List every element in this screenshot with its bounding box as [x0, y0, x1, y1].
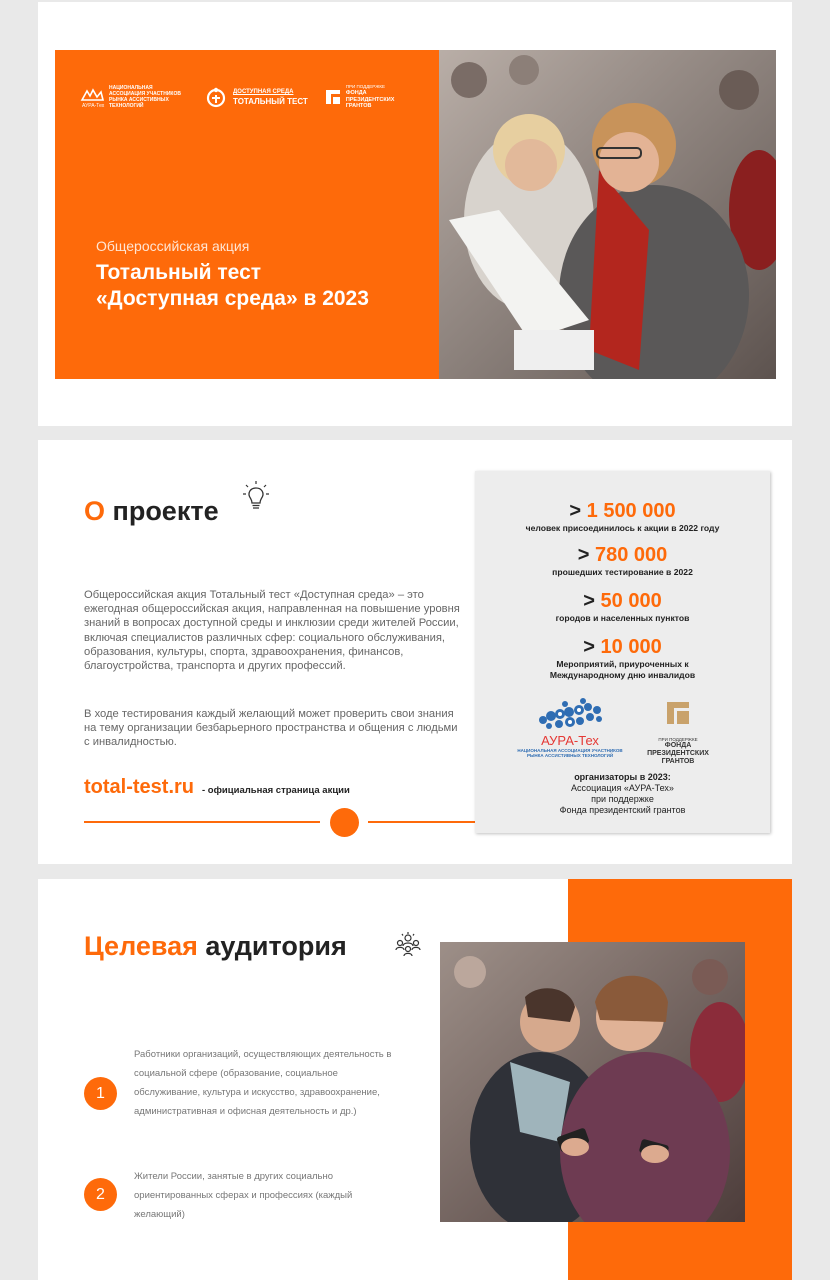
cover-title-line1: Тотальный тест — [96, 261, 262, 284]
item-number-badge: 2 — [84, 1178, 117, 1211]
audience-title — [84, 931, 347, 962]
fund-logo-text: ФОНДА ПРЕЗИДЕНТСКИХ ГРАНТОВ — [345, 90, 395, 109]
people-group-icon — [394, 931, 422, 957]
aura-logo — [79, 85, 187, 109]
site-row — [84, 776, 350, 799]
slide-cover — [38, 2, 792, 426]
cover-logos — [79, 84, 415, 110]
cover-photo — [439, 50, 776, 379]
stats-panel — [475, 471, 770, 833]
stat-label: человек присоединилось к акции в 2022 году — [525, 523, 720, 533]
aura-mark-icon — [79, 86, 105, 108]
organizers-block — [475, 772, 770, 816]
stat-item — [475, 543, 770, 578]
about-title-accent: О — [84, 496, 106, 526]
stat-item — [475, 499, 770, 534]
fund-grants-logo — [643, 700, 713, 766]
stat-value: > 1 500 000 — [569, 500, 676, 522]
slide-about — [38, 440, 792, 864]
aura-tech-subtitle: НАЦИОНАЛЬНАЯ АССОЦИАЦИЯ УЧАСТНИКОВ РЫНКА АССИСТИВНЫХ ТЕХНОЛОГИЙ — [517, 748, 623, 758]
cover-orange-panel — [55, 50, 439, 379]
cover-title-line2: «Доступная среда» в 2023 — [96, 287, 369, 310]
stat-label: прошедших тестирование в 2022 — [552, 567, 693, 577]
stat-item — [475, 589, 770, 624]
organizers-line: при поддержке — [591, 794, 654, 804]
russia-map-icon — [535, 696, 605, 734]
stat-label: городов и населенных пунктов — [555, 613, 690, 623]
aura-tech-logo — [515, 696, 625, 758]
audience-title-accent: Целевая — [84, 931, 198, 961]
lightbulb-icon — [242, 480, 270, 512]
stat-value: > 10 000 — [583, 636, 662, 658]
divider-left — [84, 821, 320, 823]
fund-text: ФОНДА ПРЕЗИДЕНТСКИХ ГРАНТОВ — [647, 742, 709, 765]
fund-logo-pre: ПРИ ПОДДЕРЖКЕ — [345, 84, 385, 89]
site-note: - официальная страница акции — [202, 785, 350, 796]
divider-dot — [330, 808, 359, 837]
stat-value: > 50 000 — [583, 590, 662, 612]
cover-title — [96, 260, 369, 312]
test-mark-icon — [203, 86, 229, 108]
stat-label: Мероприятий, приуроченных к Международному дню инвалидов — [549, 659, 696, 680]
organizers-line: Фонда президентский грантов — [559, 805, 686, 815]
stat-value: > 780 000 — [577, 544, 668, 566]
organizer-logos — [515, 696, 750, 766]
item-text: Работники организаций, осуществляющих деятельность в социальной сфере (образование, социальное обслуживание, культура и искусство, здравоохранение, административная и офисная деятельность и др.) — [134, 1049, 392, 1117]
audience-photo-icon — [439, 50, 776, 379]
about-paragraph-2: В ходе тестирования каждый желающий может проверить свои знания на тему организации безбарьерного пространства и общения с людьми с инвалидностью. — [84, 708, 458, 749]
about-title-rest: проекте — [105, 496, 219, 526]
fund-mark-icon — [324, 86, 342, 108]
audience-photo — [440, 942, 745, 1222]
aura-tech-name: АУРА-Тех — [541, 733, 599, 748]
item-number-badge: 1 — [84, 1077, 117, 1110]
test-logo-line2: ТОТАЛЬНЫЙ ТЕСТ — [233, 96, 308, 106]
women-with-phones-photo-icon — [440, 942, 745, 1222]
svg-text:АУРА-Тех: АУРА-Тех — [82, 102, 105, 108]
aura-logo-text: НАЦИОНАЛЬНАЯ АССОЦИАЦИЯ УЧАСТНИКОВ РЫНКА АССИСТИВНЫХ ТЕХНОЛОГИЙ — [109, 84, 181, 109]
item-text: Жители России, занятые в других социально ориентированных сферах и профессиях (каждый желающий) — [134, 1171, 353, 1220]
test-logo-line1: ДОСТУПНАЯ СРЕДА — [233, 88, 294, 95]
stat-item — [475, 635, 770, 681]
fund-mark-icon — [665, 700, 691, 726]
site-link[interactable]: total-test.ru — [84, 776, 194, 798]
about-title — [84, 496, 219, 527]
cover-subtitle: Общероссийская акция — [96, 238, 250, 254]
organizers-line: Ассоциация «АУРА-Тех» — [571, 783, 674, 793]
audience-title-rest: аудитория — [197, 931, 347, 961]
slide-target-audience — [38, 879, 792, 1280]
fund-pre: ПРИ ПОДДЕРЖКЕ — [658, 737, 698, 742]
fund-logo — [324, 84, 400, 110]
organizers-heading: организаторы в 2023: — [574, 772, 671, 782]
total-test-logo — [203, 86, 308, 108]
about-paragraph-1: Общероссийская акция Тотальный тест «Доступная среда» – это ежегодная общероссийская акция, направленная на повышение уровня знаний в вопросах доступной среды и инклюзии среди жителей России, включая специалистов различных сфер: социального обслуживания, образования, культуры, спорта, здравоохранения, финансов, благоустройства, транспорта и других профессий. — [84, 589, 460, 673]
